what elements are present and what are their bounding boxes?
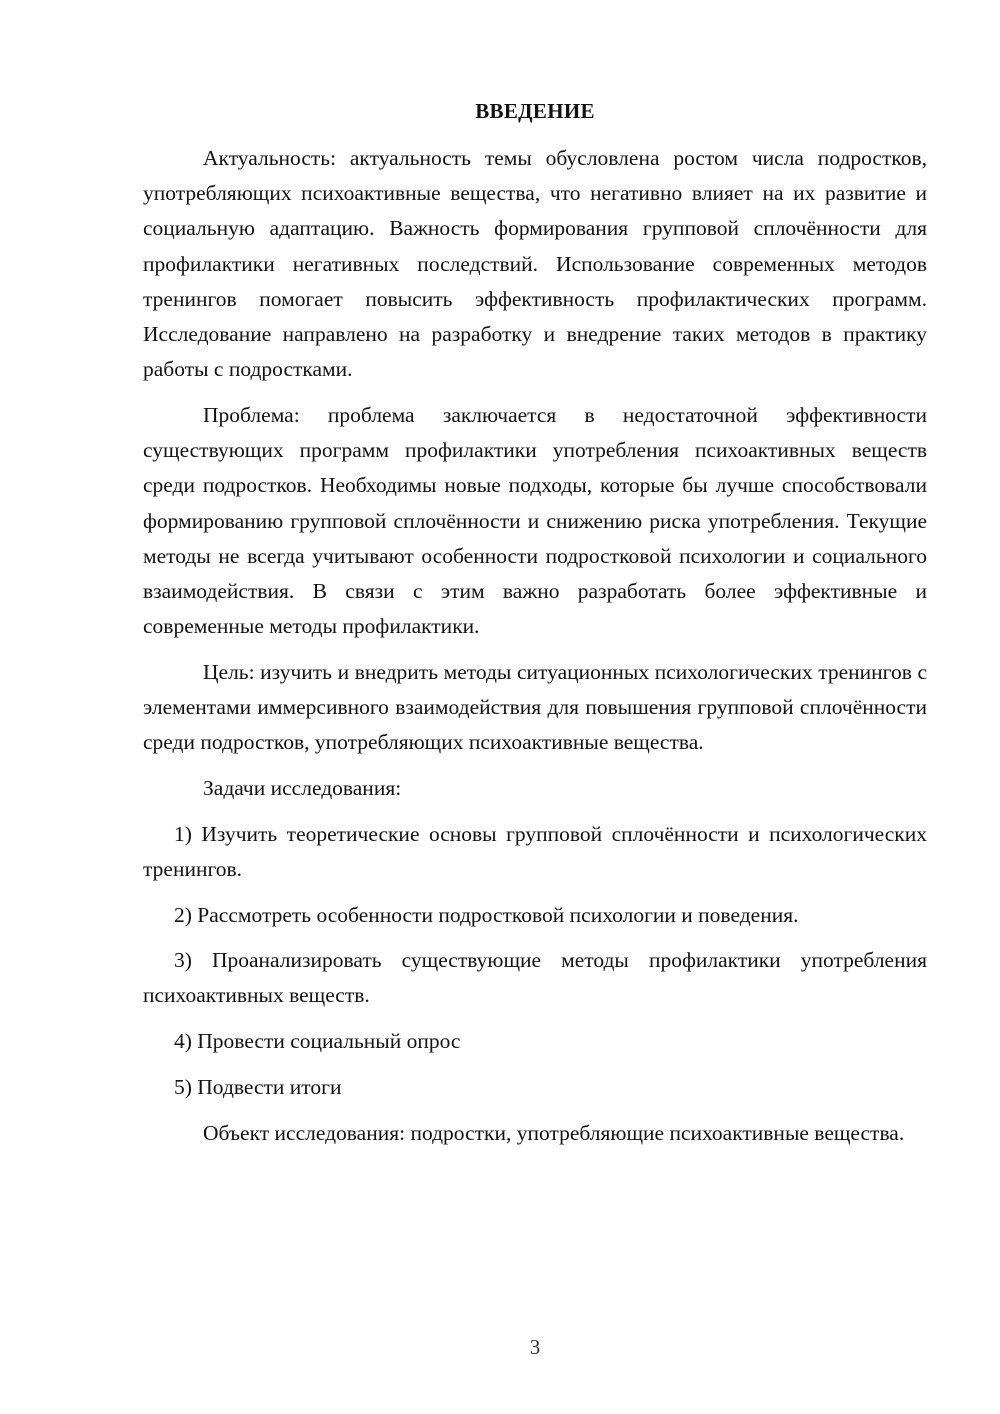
paragraph-object: Объект исследования: подростки, употребляющие психоактивные вещества. (203, 1120, 905, 1145)
paragraph-problem: Проблема: проблема заключается в недостаточной эффективности существующих программ профилактики употребления психоактивных веществ среди подростков. Необходимы новые подходы, которые бы лучше способствовали формированию групповой сплочённости и снижению риска употребления. Текущие методы не всегда учитывают особенности подростковой психологии и социального взаимодействия. В связи с этим важно разработать более эффективные и современные методы профилактики. (143, 402, 927, 639)
page-number: 3 (529, 1335, 541, 1359)
paragraph-tasks-heading: Задачи исследования: (203, 775, 402, 800)
paragraph-goal: Цель: изучить и внедрить методы ситуационных психологических тренингов с элементами иммерсивного взаимодействия для повышения групповой сплочённости среди подростков, употребляющих психоактивные вещества. (143, 659, 927, 755)
body-text (143, 141, 927, 1151)
task-item-3: 3) Проанализировать существующие методы профилактики употребления психоактивных веществ. (143, 948, 927, 1008)
task-item-4: 4) Провести социальный опрос (174, 1029, 461, 1054)
task-item-5: 5) Подвести итоги (174, 1074, 342, 1099)
task-item-1: 1) Изучить теоретические основы групповой сплочённости и психологических тренингов. (143, 821, 927, 881)
section-heading: ВВЕДЕНИЕ (475, 99, 595, 123)
task-item-2: 2) Рассмотреть особенности подростковой психологии и поведения. (174, 902, 799, 927)
paragraph-relevance: Актуальность: актуальность темы обусловлена ростом числа подростков, употребляющих психоактивные вещества, что негативно влияет на их развитие и социальную адаптацию. Важность формирования групповой сплочённости для профилактики негативных последствий. Использование современных методов тренингов помогает повысить эффективность профилактических программ. Исследование направлено на разработку и внедрение таких методов в практику работы с подростками. (143, 146, 927, 382)
